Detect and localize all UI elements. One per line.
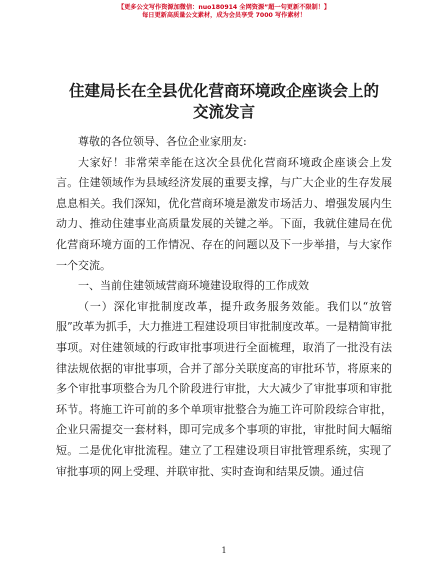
promo-banner [0,4,448,20]
document-title [40,80,408,122]
paragraph-opening: 大家好！非常荣幸能在这次全县优化营商环境政企座谈会上发言。住建领域作为县域经济发展的重要支撑，与广大企业的生存发展息息相关。我们深知，优化营商环境是激发市场活力、增强发展内生动力、推动住建事业高质量发展的关键之举。下面，我就住建局在优化营商环境方面的工作情况、存在的问题以及下一步举措，与大家作一个交流。 [56,155,392,272]
salutation: 尊敬的各位领导、各位企业家朋友: [78,135,247,148]
promo-banner-line-2: 每日更新高质量公文素材，成为会员享受 7000 写作素材！ [142,12,306,19]
section-heading-1: 一、当前住建领域营商环境建设取得的工作成效 [78,279,309,293]
paragraph-approval-reform: （一）深化审批制度改革，提升政务服务效能。我们以“放管服”改革为抓手，大力推进工程建设项目审批制度改革。一是精简审批事项。对住建领域的行政审批事项进行全面梳理，取消了一批没有法律法规依据的审批事项，合并了部分关联度高的审批环节，将原来的多个审批事项整合为几个阶段进行审批，大大减少了审批事项和审批环节。将施工许可前的多个单项审批整合为施工许可阶段综合审批，企业只需提交一套材料，即可完成多个事项的审批，审批时间大幅缩短。二是优化审批流程。建立了工程建设项目审批管理系统，实现了审批事项的网上受理、并联审批、实时查询和结果反馈。通过信 [56,299,392,478]
title-line-1: 住建局长在全县优化营商环境政企座谈会上的 [68,81,379,100]
document-body [56,132,392,482]
page-number: 1 [221,546,227,555]
title-line-2: 交流发言 [192,102,255,121]
promo-banner-line-1: 【更多公文写作资源加微信：nuo180914 全网资源”超一句更新不限制！】 [117,4,331,11]
